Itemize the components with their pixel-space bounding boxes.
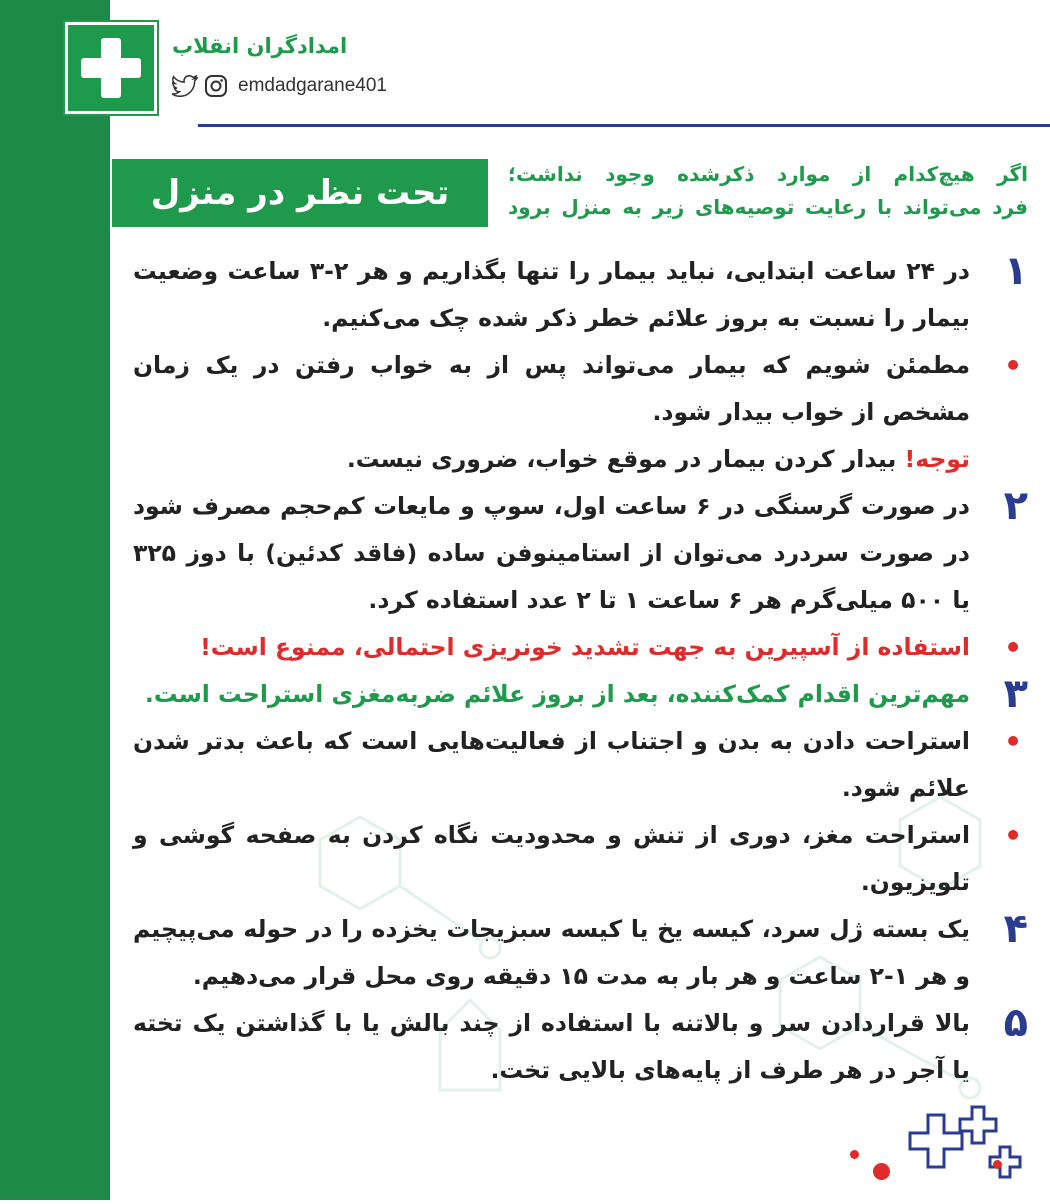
- list-item-2: [133, 483, 1028, 624]
- bullet-text-3a: استراحت دادن به بدن و اجتناب از فعالیت‌هایی است که باعث بدتر شدن علائم شود.: [133, 727, 970, 802]
- brand-name: امدادگران انقلاب: [172, 34, 348, 58]
- social-handle-text[interactable]: emdadgarane401: [238, 75, 387, 96]
- intro-line-2: فرد می‌تواند با رعایت توصیه‌های زیر به منزل برود: [508, 195, 1028, 219]
- list-item-3: [133, 671, 1028, 718]
- bullet-dot-icon: •: [1004, 725, 1022, 758]
- plus-icon: [78, 35, 144, 101]
- bullet-dot-icon: •: [1004, 819, 1022, 852]
- logo: [65, 22, 157, 114]
- bullet-text-2: استفاده از آسپیرین به جهت تشدید خونریزی احتمالی، ممنوع است!: [200, 633, 970, 661]
- bullet-item-1: [133, 342, 1028, 436]
- social-handles: [172, 74, 387, 98]
- instagram-icon[interactable]: [204, 74, 228, 98]
- item-text-1: در ۲۴ ساعت ابتدایی، نباید بیمار را تنها بگذاریم و هر ۲-۳ ساعت وضعیت بیمار را نسبت به بروز علائم خطر ذکر شده چک می‌کنیم.: [133, 257, 970, 332]
- red-dot-decoration: [873, 1163, 890, 1180]
- molecule-decoration-icon: [260, 780, 1040, 1140]
- bullet-text-3b: استراحت مغز، دوری از تنش و محدودیت نگاه کردن به صفحه گوشی و تلویزیون.: [133, 821, 970, 896]
- medical-cross-decoration: [900, 1105, 1040, 1204]
- note-label: توجه!: [904, 445, 970, 473]
- item-number-5: ۵: [1003, 1000, 1028, 1046]
- item-number-4: ۴: [1003, 906, 1028, 952]
- note-text: بیدار کردن بیمار در موقع خواب، ضروری نیست.: [346, 445, 905, 473]
- item-text-5: بالا قراردادن سر و بالاتنه با استفاده از چند بالش یا با گذاشتن یک تخته یا آجر در هر طرف از پایه‌های بالایی تخت.: [133, 1009, 970, 1084]
- bullet-text-1: مطمئن شویم که بیمار می‌تواند پس از به خواب رفتن در یک زمان مشخص از خواب بیدار شود.: [133, 351, 970, 426]
- red-dot-decoration: [850, 1150, 859, 1159]
- bullet-dot-icon: •: [1004, 349, 1022, 382]
- intro-text: [508, 158, 1028, 224]
- twitter-icon[interactable]: [172, 75, 198, 97]
- bullet-item-2: [133, 624, 1028, 671]
- red-dot-decoration: [993, 1160, 1002, 1169]
- item-text-2: در صورت گرسنگی در ۶ ساعت اول، سوپ و مایعات کم‌حجم مصرف شود در صورت سردرد می‌توان از استامینوفن ساده (فاقد کدئین) با دوز ۳۲۵ یا ۵۰۰ میلی‌گرم هر ۶ ساعت ۱ تا ۲ عدد استفاده کرد.: [133, 492, 970, 614]
- header-divider: [198, 124, 1050, 127]
- item-number-1: ۱: [1003, 248, 1028, 294]
- item-text-4: یک بسته ژل سرد، کیسه یخ یا کیسه سبزیجات یخزده را در حوله می‌پیچیم و هر ۱-۲ ساعت و هر بار به مدت ۱۵ دقیقه روی محل قرار می‌دهیم.: [133, 915, 970, 990]
- page-title: تحت نظر در منزل: [112, 159, 488, 227]
- item-number-3: ۳: [1003, 671, 1028, 717]
- note-row: [133, 436, 1028, 483]
- plus-outline-icon: [900, 1105, 1040, 1200]
- left-green-bar: [0, 0, 110, 1200]
- bullet-dot-icon: •: [1004, 631, 1022, 664]
- item-text-3: مهم‌ترین اقدام کمک‌کننده، بعد از بروز علائم ضربه‌مغزی استراحت است.: [144, 680, 970, 708]
- intro-line-1: اگر هیچ‌کدام از موارد ذکرشده وجود نداشت؛: [508, 162, 1028, 186]
- list-item-1: [133, 248, 1028, 342]
- item-number-2: ۲: [1003, 483, 1028, 529]
